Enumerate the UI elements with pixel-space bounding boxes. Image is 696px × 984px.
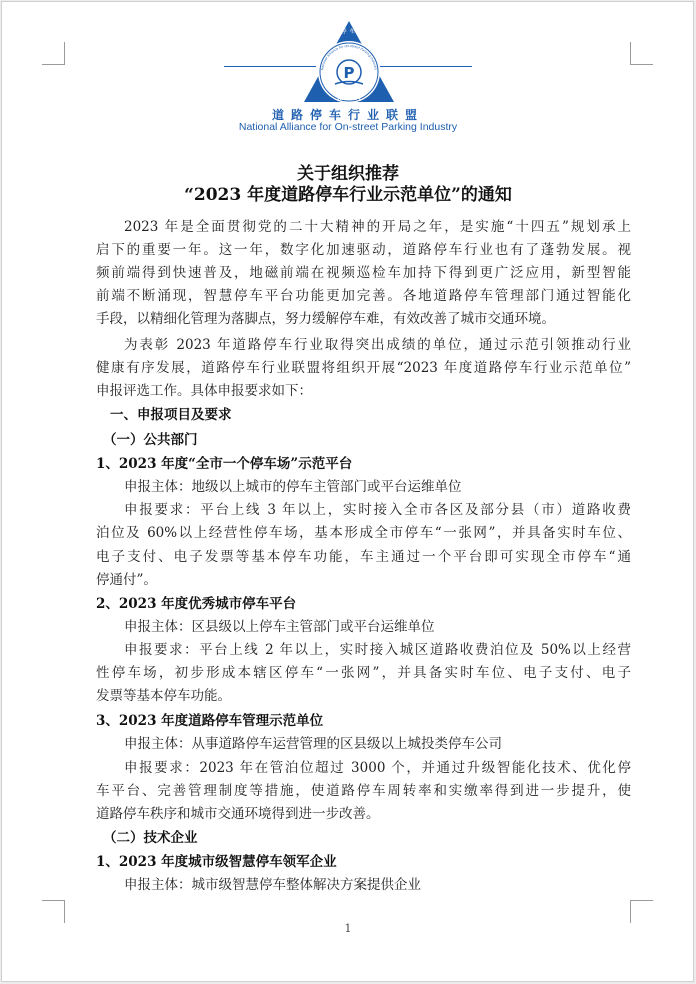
subsection-heading-tech: （二）技术企业 [103, 830, 198, 846]
applicant-line: 申报主体：区县级以上停车主管部门或平台运维单位 [124, 619, 435, 635]
crop-mark-top-right [630, 42, 653, 65]
applicant-line: 申报主体：地级以上城市的停车主管部门或平台运维单位 [124, 479, 462, 495]
requirement-line: 申报要求：2023 年在管泊位超过 3000 个，并通过升级智能化技术、优化停 [124, 760, 631, 776]
requirement-line: 停通付”。 [96, 572, 157, 588]
requirement-line: 性停车场，初步形成本辖区停车“一张网”，并具备实时车位、电子支付、电子 [96, 665, 631, 681]
paragraph-line: 手段，以精细化管理为落脚点，努力缓解停车难，有效改善了城市交通环境。 [96, 311, 555, 327]
org-name-en: National Alliance for On-street Parking Industry [238, 121, 458, 133]
applicant-line: 申报主体：从事道路停车运营管理的区县级以上城投类停车公司 [124, 736, 502, 752]
notice-title-line1: 关于组织推荐 [297, 164, 399, 184]
alliance-logo [299, 17, 399, 117]
item-heading: 3、2023 年度道路停车管理示范单位 [96, 713, 324, 729]
crop-mark-top-left [42, 42, 65, 65]
paragraph-line: 2023 年是全面贯彻党的二十大精神的开局之年，是实施“十四五”规划承上 [124, 219, 631, 235]
paragraph-line: 为表彰 2023 年道路停车行业取得突出成绩的单位，通过示范引领推动行业 [124, 337, 631, 353]
crop-mark-bottom-right [630, 900, 653, 923]
svg-text:P: P [343, 64, 355, 82]
requirement-line: 车平台、完善管理制度等措施，使道路停车周转率和实缴率得到进一步提升，使 [96, 783, 631, 799]
section-heading-1: 一、申报项目及要求 [110, 407, 232, 423]
crop-mark-bottom-left [42, 900, 65, 923]
notice-title-line2: “2023 年度道路停车行业示范单位”的通知 [184, 185, 512, 205]
paragraph-line: 申报评选工作。具体申报要求如下： [96, 383, 312, 399]
requirement-line: 道路停车秩序和城市交通环境得到进一步改善。 [96, 806, 380, 822]
requirement-line: 泊位及 60%以上经营性停车场，基本形成全市停车“一张网”，并具备实时车位、 [96, 525, 631, 541]
requirement-line: 申报要求：平台上线 2 年以上，实时接入城区道路收费泊位及 50%以上经营 [124, 642, 631, 658]
applicant-line: 申报主体：城市级智慧停车整体解决方案提供企业 [124, 877, 421, 893]
requirement-line: 电子支付、电子发票等基本停车功能，车主通过一个平台即可实现全市停车“通 [96, 549, 631, 565]
paragraph-line: 频前端得到快速普及，地磁前端在视频巡检车加持下得到更广泛应用，新型智能 [96, 265, 631, 281]
subsection-heading-public: （一）公共部门 [103, 432, 198, 448]
logo-motto-text: National Alliance for On-street Parking Industry [320, 43, 378, 71]
requirement-line: 发票等基本停车功能。 [96, 688, 231, 704]
item-heading: 2、2023 年度优秀城市停车平台 [96, 596, 297, 612]
paragraph-line: 前端不断涌现，智慧停车平台功能更加完善。各地道路停车管理部门通过智能化 [96, 288, 631, 304]
paragraph-line: 启下的重要一年。这一年，数字化加速驱动，道路停车行业也有了蓬勃发展。视 [96, 242, 631, 258]
paragraph-line: 健康有序发展，道路停车行业联盟将组织开展“2023 年度道路停车行业示范单位” [96, 360, 631, 376]
item-heading: 1、2023 年度城市级智慧停车领军企业 [96, 854, 337, 870]
logo-abbreviation: NAOSPI [337, 96, 361, 102]
requirement-line: 申报要求：平台上线 3 年以上，实时接入全市各区及部分县（市）道路收费 [124, 502, 631, 518]
logo-ring-text: 全国道路停车行业联盟 [312, 27, 386, 55]
org-name-cn: 道路停车行业联盟 [271, 108, 424, 122]
page-number: 1 [344, 922, 352, 935]
item-heading: 1、2023 年度“全市一个停车场”示范平台 [96, 456, 353, 472]
